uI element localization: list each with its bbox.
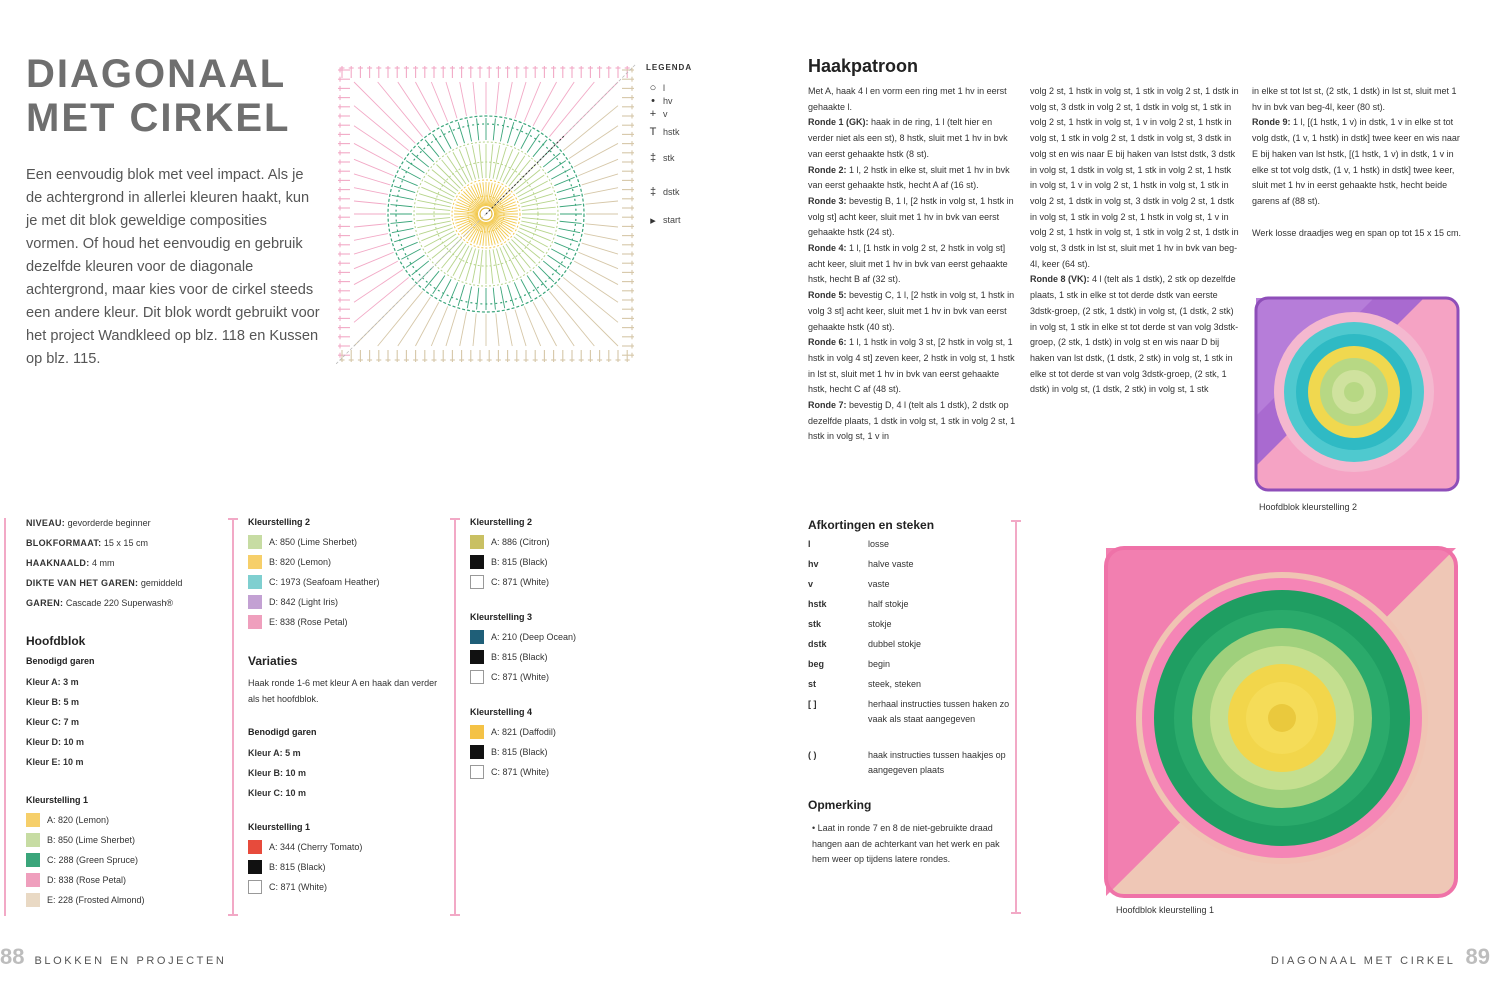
abbreviation-key: l <box>808 539 811 549</box>
color-swatch <box>26 833 40 847</box>
round-label: Ronde 9: <box>1252 117 1291 128</box>
col2-k2-swatches <box>248 534 380 634</box>
round-label: Ronde 6: <box>808 337 847 348</box>
haakpatroon-title: Haakpatroon <box>808 56 919 76</box>
color-swatch <box>26 893 40 907</box>
pattern-paragraph <box>1030 272 1240 398</box>
round-label: Ronde 8 (VK): <box>1030 274 1090 285</box>
legend-title: LEGENDA <box>646 63 693 72</box>
color-swatch <box>26 873 40 887</box>
photo-block-kleurstelling-1 <box>1104 546 1458 898</box>
legend-label: l <box>663 83 665 93</box>
divider-3-tick-top <box>1011 520 1021 522</box>
swatch-label: D: 842 (Light Iris) <box>269 597 339 607</box>
color-swatch <box>470 650 484 664</box>
swatch-label: A: 886 (Citron) <box>491 537 550 547</box>
color-swatch <box>248 595 262 609</box>
abbreviation-key: hstk <box>808 599 827 609</box>
caption-small-photo: Hoofdblok kleurstelling 2 <box>1259 502 1358 512</box>
swatch-label: B: 820 (Lemon) <box>269 557 332 567</box>
hoofdblok-k1-row <box>26 892 145 908</box>
round-text: Met A, haak 4 l en vorm een ring met 1 hv in eerst gehaakte l. <box>808 86 1007 112</box>
col2-k1-row <box>248 879 362 895</box>
col3-group-title: Kleurstelling 2 <box>470 517 533 527</box>
page-title: DIAGONAAL MET CIRKEL <box>26 52 291 140</box>
pattern-paragraph <box>1030 84 1240 272</box>
color-swatch <box>470 535 484 549</box>
round-text: 4 l (telt als 1 dstk), 2 stk op dezelfde plaats, 1 stk in elke st tot derde dstk van eerste 3dstk-groep, (2 stk, 1 dstk) in volg st, (1 dstk, 2 stk) in volg st, 1 stk in elke st tot derde st van volg 3dstk-groep, (2 stk, 1 dstk) in volg st en wis naar D bij haken van lst dstk, (1 dstk, 2 stk) in volg st, 1 stk in elke st tot derde st van volg 3dstk-groep, (2 stk, 1 dstk) in volg st, (1 dstk, 2 stk) in volg st, 1 stk <box>1030 274 1239 395</box>
round-text: Werk losse draadjes weg en span op tot 15 x 15 cm. <box>1252 227 1461 238</box>
legend-symbol: + <box>649 108 657 120</box>
col2-k2-title: Kleurstelling 2 <box>248 517 311 527</box>
yarn-amount: Kleur B: 10 m <box>248 768 307 778</box>
swatch-label: B: 850 (Lime Sherbet) <box>47 835 136 845</box>
abbreviation-value: dubbel stokje <box>868 639 922 649</box>
afkortingen-title: Afkortingen en steken <box>808 518 935 532</box>
pattern-paragraph <box>808 115 1018 162</box>
col2-k1-row <box>248 839 362 855</box>
hoofdblok-k1-swatches <box>26 812 145 912</box>
pattern-paragraph <box>808 194 1018 241</box>
swatch-label: D: 838 (Rose Petal) <box>47 875 127 885</box>
col2-k2-row <box>248 614 380 630</box>
spec-item <box>26 537 148 549</box>
swatch-label: B: 815 (Black) <box>491 557 548 567</box>
round-label: Ronde 3: <box>808 195 847 206</box>
abbreviation-value: halve vaste <box>868 559 914 569</box>
abbreviation-key: st <box>808 679 817 689</box>
page-number-left: 88 <box>0 944 25 969</box>
footer-left <box>0 944 226 970</box>
round-text: bevestig D, 4 l (telt als 1 dstk), 2 dstk op dezelfde plaats, 1 dstk in volg st, 1 stk in volg 2 st, 1 hstk in volg st, 1 v in <box>808 400 1016 442</box>
yarn-amount: Kleur C: 10 m <box>248 788 307 798</box>
swatch-label: C: 871 (White) <box>269 882 328 892</box>
color-swatch <box>248 860 262 874</box>
abbreviation-value: half stokje <box>868 599 909 609</box>
col3-group-title: Kleurstelling 4 <box>470 707 533 717</box>
pattern-paragraph <box>808 335 1018 398</box>
footer-right-text: DIAGONAAL MET CIRKEL <box>1270 955 1456 967</box>
color-swatch <box>248 615 262 629</box>
yarn-amount: Kleur A: 5 m <box>248 748 301 758</box>
color-swatch <box>470 745 484 759</box>
spec-key: NIVEAU: <box>26 518 66 528</box>
color-swatch <box>248 535 262 549</box>
col2-k2-row <box>248 574 380 590</box>
caption-large-photo: Hoofdblok kleurstelling 1 <box>1116 905 1215 915</box>
pattern-paragraph <box>808 288 1018 335</box>
spec-key: HAAKNAALD: <box>26 558 90 568</box>
legend-symbol: T <box>649 126 657 138</box>
round-text: bevestig C, 1 l, [2 hstk in volg st, 1 hstk in volg 3 st] acht keer, sluit met 1 hv in bvk van eerst gehaakte hstk (40 st). <box>808 290 1015 332</box>
round-text: haak in de ring, 1 l (telt hier en verder niet als een st), 8 hstk, sluit met 1 hv in bvk van eerst gehaakte hstk (8 st). <box>808 117 1008 159</box>
col2-k2-row <box>248 534 380 550</box>
legend-label: v <box>663 109 668 119</box>
spec-item <box>26 597 173 609</box>
legend-label: hstk <box>663 127 680 137</box>
pattern-paragraph <box>808 84 1018 115</box>
col3-group-row <box>470 669 576 685</box>
divider-3-tick-bottom <box>1011 912 1021 914</box>
spec-key: GAREN: <box>26 598 64 608</box>
yarn-amount: Kleur C: 7 m <box>26 717 80 727</box>
divider-1-tick-top <box>228 518 238 520</box>
color-swatch <box>248 575 262 589</box>
spec-key: BLOKFORMAAT: <box>26 538 102 548</box>
pattern-paragraph <box>1252 115 1462 209</box>
color-swatch <box>248 880 262 894</box>
color-swatch <box>248 840 262 854</box>
legend-symbol: ‡ <box>649 186 657 198</box>
col3-group-row <box>470 574 550 590</box>
yarn-amount: Kleur A: 3 m <box>26 677 79 687</box>
legend-label: hv <box>663 96 673 106</box>
abbreviation-key: v <box>808 579 814 589</box>
hoofdblok-title: Hoofdblok <box>26 634 86 648</box>
spec-value: gemiddeld <box>138 578 183 588</box>
col3-group-row <box>470 649 576 665</box>
abbreviation-key: hv <box>808 559 819 569</box>
round-text: 1 l, [1 hstk in volg 2 st, 2 hstk in volg st] acht keer, sluit met 1 hv in bvk van eerst gehaakte hstk, hecht B af (32 st). <box>808 243 1008 285</box>
swatch-label: B: 815 (Black) <box>269 862 326 872</box>
round-text: volg 2 st, 1 hstk in volg st, 1 stk in volg 2 st, 1 dstk in volg st, 3 dstk in volg 2 st, 1 dstk in volg st, 1 stk in volg 2 st, 1 hstk in volg st, 1 v in volg 2 st, 1 hstk in volg st, 1 stk in volg 2 st, 1 dstk in volg st, 3 dstk in volg st en wis naar E bij haken van lstst dstk, 3 dstk in volg st, 1 dstk in volg st, 1 stk in volg 2 st, 1 hstk in volg st, 1 v in volg 2 st, 1 hstk in volg st, 1 stk in volg 2 st, 1 dstk in volg st, 3 dstk in volg 2 st, 1 dstk in volg st, 1 stk in volg 2 st, 1 hstk in volg st, 1 v in volg 2 st, 1 hstk in volg st, 1 stk in volg 2 st, 1 dstk in volg st, 3 dstk in lst st, sluit met 1 hv in bvk van beg-4l, keer (64 st). <box>1030 86 1239 269</box>
col3-group-row <box>470 629 576 645</box>
col3-group-swatches <box>470 724 556 784</box>
abbreviation-value: steek, steken <box>868 679 922 689</box>
divider-2-tick-bottom <box>450 914 460 916</box>
pattern-column-3 <box>1252 84 1462 241</box>
spec-value: Cascade 220 Superwash® <box>63 598 174 608</box>
round-text: bevestig B, 1 l, [2 hstk in volg st, 1 hstk in volg st] acht keer, sluit met 1 hv in bvk van eerst gehaakte hstk (24 st). <box>808 195 1014 238</box>
pattern-paragraph <box>1252 84 1462 115</box>
divider-2-tick-top <box>450 518 460 520</box>
legend-symbol: ▸ <box>650 215 656 227</box>
divider-3 <box>1015 520 1017 914</box>
pattern-paragraph <box>808 398 1018 445</box>
divider-left-edge <box>4 518 6 916</box>
hoofdblok-k1-row <box>26 852 145 868</box>
legend-label: stk <box>663 153 675 163</box>
footer-left-text: BLOKKEN EN PROJECTEN <box>34 955 227 967</box>
swatch-label: C: 871 (White) <box>491 767 550 777</box>
swatch-label: E: 228 (Frosted Almond) <box>47 895 145 905</box>
swatch-label: C: 1973 (Seafoam Heather) <box>269 577 380 587</box>
swatch-label: A: 210 (Deep Ocean) <box>491 632 577 642</box>
color-swatch <box>470 725 484 739</box>
abbreviation-value: haak instructies tussen haakjes op aangegeven plaats <box>868 750 1006 775</box>
round-text: in elke st tot lst st, (2 stk, 1 dstk) in lst st, sluit met 1 hv in bvk van beg-4l, keer (80 st). <box>1252 86 1457 112</box>
abbreviation-value: losse <box>868 539 890 549</box>
page-number-right: 89 <box>1465 944 1490 969</box>
col3-group-swatches <box>470 629 576 689</box>
swatch-label: C: 871 (White) <box>491 577 550 587</box>
swatch-label: A: 820 (Lemon) <box>47 815 110 825</box>
variaties-text: Haak ronde 1-6 met kleur A en haak dan verder als het hoofdblok. <box>248 678 438 704</box>
variaties-title: Variaties <box>248 654 298 668</box>
legend-label: dstk <box>663 187 680 197</box>
col2-k2-row <box>248 554 380 570</box>
round-text: 1 l, 1 hstk in volg 3 st, [2 hstk in volg st, 1 hstk in volg 4 st] zeven keer, 2 hstk in volg st, 1 hstk in lst st, sluit met 1 hv in bvk van eerst gehaakte hstk, hecht C af (48 st). <box>808 337 1015 395</box>
swatch-label: C: 288 (Green Spruce) <box>47 855 139 865</box>
swatch-label: A: 344 (Cherry Tomato) <box>269 842 363 852</box>
col2-k1-title: Kleurstelling 1 <box>248 822 311 832</box>
col2-k2-row <box>248 594 380 610</box>
swatch-label: B: 815 (Black) <box>491 747 548 757</box>
legend-label: start <box>663 215 681 225</box>
opmerking-title: Opmerking <box>808 798 872 812</box>
abbreviation-key: dstk <box>808 639 827 649</box>
legend-symbol: ○ <box>649 82 657 94</box>
round-text: 1 l, 2 hstk in elke st, sluit met 1 hv in bvk van eerst gehaakte hstk, hecht A af (16 st). <box>808 164 1010 191</box>
legend-symbol: ‡ <box>649 152 657 164</box>
col3-group-row <box>470 764 556 780</box>
abbreviation-key: stk <box>808 619 822 629</box>
yarn-amount: Kleur D: 10 m <box>26 737 85 747</box>
abbreviation-value: begin <box>868 659 891 669</box>
col2-garen-title: Benodigd garen <box>248 727 317 737</box>
divider-2 <box>454 518 456 916</box>
intro-text: Een eenvoudig blok met veel impact. Als je de achtergrond in allerlei kleuren haakt, kun je met dit blok geweldige composities vormen. Of houd het eenvoudig en gebruik dezelfde kleuren voor de diagonale achtergrond, maar kies voor de cirkel steeds een andere kleur. Dit blok wordt gebruikt voor het project Wandkleed op blz. 118 en Kussen op blz. 115. <box>26 167 320 367</box>
opmerking-text: • Laat in ronde 7 en 8 de niet-gebruikte draad hangen aan de achterkant van het werk en pak hem weer op tijdens latere rondes. <box>812 823 1000 864</box>
color-swatch <box>26 813 40 827</box>
abbreviation-value: herhaal instructies tussen haken zo vaak als staat aangegeven <box>868 699 1010 724</box>
col3-group-row <box>470 724 556 740</box>
round-label: Ronde 5: <box>808 290 847 301</box>
swatch-label: B: 815 (Black) <box>491 652 548 662</box>
color-swatch <box>470 630 484 644</box>
col3-group-row <box>470 744 556 760</box>
abbreviation-key: beg <box>808 659 825 669</box>
hoofdblok-k1-row <box>26 872 145 888</box>
round-label: Ronde 1 (GK): <box>808 117 869 128</box>
color-swatch <box>470 575 484 589</box>
hoofdblok-k1-row <box>26 812 145 828</box>
spec-item <box>26 557 115 569</box>
spec-item <box>26 517 151 529</box>
hoofdblok-garen-title: Benodigd garen <box>26 656 95 666</box>
abbreviation-key: ( ) <box>808 750 817 760</box>
crochet-chart <box>336 64 636 364</box>
hoofdblok-k1-title: Kleurstelling 1 <box>26 795 89 805</box>
yarn-amount: Kleur B: 5 m <box>26 697 80 707</box>
swatch-label: A: 821 (Daffodil) <box>491 727 556 737</box>
col3-group-row <box>470 534 550 550</box>
col3-group-row <box>470 554 550 570</box>
hoofdblok-k1-row <box>26 832 145 848</box>
pattern-paragraph <box>1252 226 1462 242</box>
col2-k1-swatches <box>248 839 362 899</box>
pattern-column-1 <box>808 84 1018 445</box>
photo-block-kleurstelling-2 <box>1254 296 1460 492</box>
round-text: 1 l, [(1 hstk, 1 v) in dstk, 1 v in elke st tot volg dstk, (1 v, 1 hstk) in dstk] twee keer en wis naar E bij haken van lst hstk, [(1 hstk, 1 v) in dstk, 1 v in elke st tot volg dstk, (1 v, 1 hstk) in dstk] twee keer, sluit met 1 hv in eerst gehaakte hstk, hecht beide garens af (88 st). <box>1252 117 1460 206</box>
pattern-paragraph <box>808 241 1018 288</box>
divider-1 <box>232 518 234 916</box>
pattern-column-2 <box>1030 84 1240 398</box>
spec-key: DIKTE VAN HET GAREN: <box>26 578 139 588</box>
abbreviation-key: [ ] <box>808 699 817 709</box>
pattern-paragraph <box>808 163 1018 194</box>
swatch-label: A: 850 (Lime Sherbet) <box>269 537 358 547</box>
swatch-label: C: 871 (White) <box>491 672 550 682</box>
col3-group-title: Kleurstelling 3 <box>470 612 533 622</box>
color-swatch <box>26 853 40 867</box>
swatch-label: E: 838 (Rose Petal) <box>269 617 348 627</box>
col2-k1-row <box>248 859 362 875</box>
round-label: Ronde 7: <box>808 400 847 411</box>
spec-value: 15 x 15 cm <box>101 538 148 548</box>
color-swatch <box>470 765 484 779</box>
spec-item <box>26 577 182 589</box>
yarn-amount: Kleur E: 10 m <box>26 757 84 767</box>
round-label: Ronde 4: <box>808 243 847 254</box>
legend-symbol: • <box>651 95 655 107</box>
color-swatch <box>470 555 484 569</box>
round-label: Ronde 2: <box>808 164 847 175</box>
abbreviation-value: vaste <box>868 579 890 589</box>
col3-group-swatches <box>470 534 550 594</box>
abbreviation-list <box>808 537 1018 797</box>
footer-right <box>1271 944 1490 970</box>
color-swatch <box>470 670 484 684</box>
color-swatch <box>248 555 262 569</box>
spec-value: gevorderde beginner <box>65 518 151 528</box>
divider-1-tick-bottom <box>228 914 238 916</box>
spec-value: 4 mm <box>89 558 115 568</box>
abbreviation-value: stokje <box>868 619 892 629</box>
